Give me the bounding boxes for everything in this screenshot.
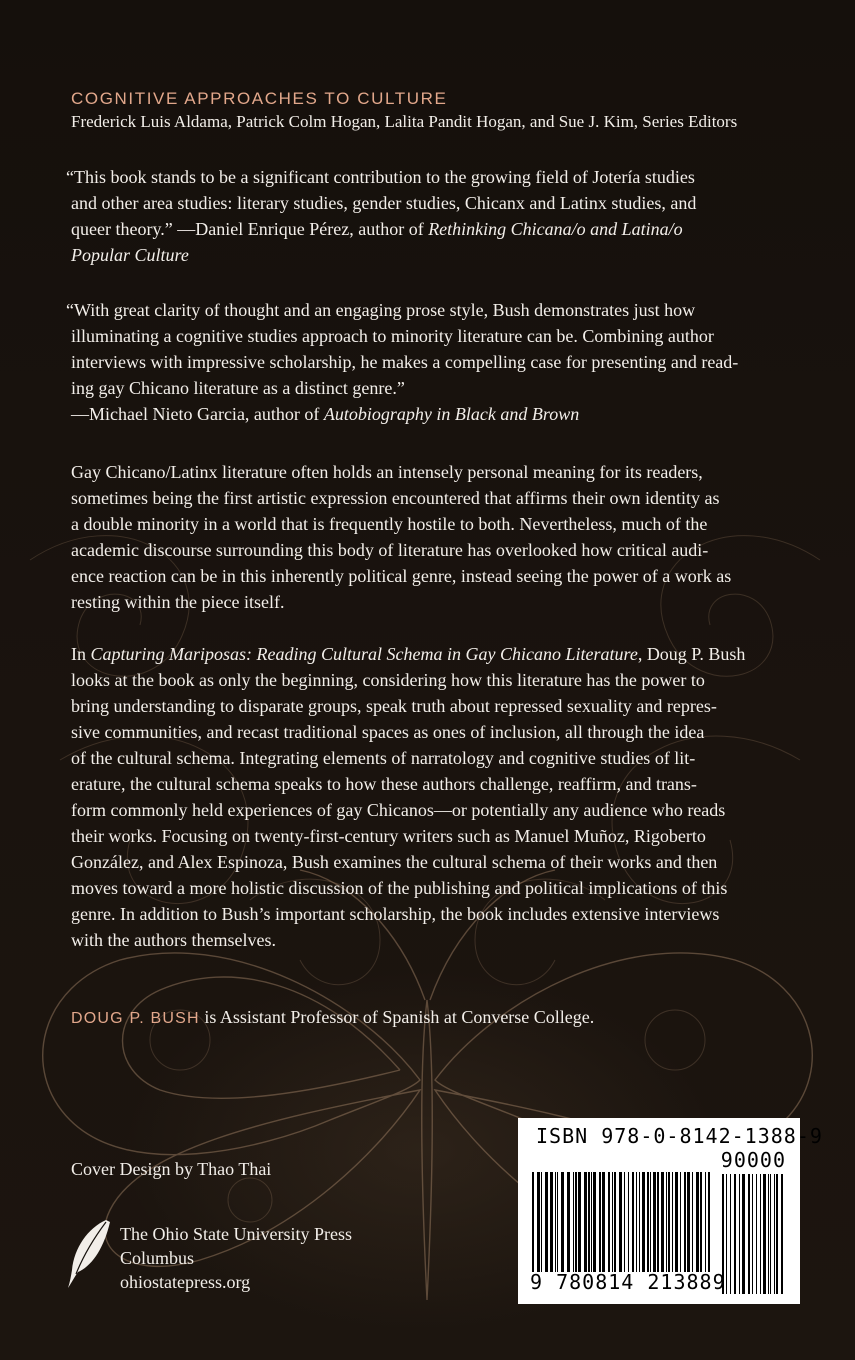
publisher-city: Columbus xyxy=(120,1248,195,1268)
text-line: looks at the book as only the beginning, considering how this literature has the power to xyxy=(71,670,705,690)
text-line: form commonly held experiences of gay Chicanos—or potentially any audience who reads xyxy=(71,800,726,820)
publisher-block xyxy=(120,1222,352,1294)
text-span: —Michael Nieto Garcia, author of xyxy=(71,404,324,424)
text-line: ence reaction can be in this inherently political genre, instead seeing the power of a work as xyxy=(71,566,732,586)
book-title: Rethinking Chicana/o and Latina/o xyxy=(428,219,683,239)
text-line: resting within the piece itself. xyxy=(71,592,285,612)
text-line: moves toward a more holistic discussion of the publishing and political implications of this xyxy=(71,878,728,898)
text-line: academic discourse surrounding this body of literature has overlooked how critical audi- xyxy=(71,540,709,560)
ean-barcode-bars xyxy=(532,1172,712,1272)
quill-feather-icon xyxy=(66,1218,116,1290)
text-line: erature, the cultural schema speaks to how these authors challenge, reaffirm, and trans- xyxy=(71,774,697,794)
text-line: “With great clarity of thought and an engaging prose style, Bush demonstrates just how xyxy=(66,300,696,320)
ean-number: 9 780814 213889 xyxy=(530,1270,726,1294)
publisher-website-link[interactable]: ohiostatepress.org xyxy=(120,1272,251,1292)
series-title: COGNITIVE APPROACHES TO CULTURE xyxy=(71,89,448,108)
cover-design-credit: Cover Design by Thao Thai xyxy=(71,1159,272,1179)
text-line: bring understanding to disparate groups, speak truth about repressed sexuality and repres- xyxy=(71,696,717,716)
text-line xyxy=(71,644,745,665)
text-span: queer theory.” —Daniel Enrique Pérez, author of xyxy=(71,219,429,239)
text-line: with the authors themselves. xyxy=(71,930,276,950)
text-line: of the cultural schema. Integrating elements of narratology and cognitive studies of lit- xyxy=(71,748,696,768)
text-line: Gay Chicano/Latinx literature often holds an intensely personal meaning for its readers, xyxy=(71,462,703,482)
text-line: a double minority in a world that is frequently hostile to both. Nevertheless, much of the xyxy=(71,514,708,534)
book-title: Autobiography in Black and Brown xyxy=(323,404,580,424)
barcode xyxy=(518,1118,823,1304)
text-line: sometimes being the first artistic expression encountered that affirms their own identity as xyxy=(71,488,720,508)
price-barcode-bars xyxy=(722,1174,786,1294)
text-line: sive communities, and recast traditional spaces as ones of inclusion, all through the idea xyxy=(71,722,705,742)
series-editors: Frederick Luis Aldama, Patrick Colm Hogan, Lalita Pandit Hogan, and Sue J. Kim, Series Editors xyxy=(71,112,738,131)
text-line xyxy=(71,219,683,240)
text-line: their works. Focusing on twenty-first-century writers such as Manuel Muñoz, Rigoberto xyxy=(71,826,706,846)
author-bio-text: is Assistant Professor of Spanish at Converse College. xyxy=(199,1007,595,1027)
text-line: illuminating a cognitive studies approach to minority literature can be. Combining author xyxy=(71,326,714,346)
text-span: , Doug P. Bush xyxy=(637,644,746,664)
author-bio xyxy=(71,1007,594,1028)
book-title: Capturing Mariposas: Reading Cultural Schema in Gay Chicano Literature xyxy=(90,644,638,664)
price-code: 90000 xyxy=(720,1148,786,1172)
text-line xyxy=(71,404,579,425)
text-span: In xyxy=(71,644,91,664)
text-line: ing gay Chicano literature as a distinct genre.” xyxy=(71,378,405,398)
text-line: interviews with impressive scholarship, he makes a compelling case for presenting and read- xyxy=(71,352,739,372)
isbn-number: ISBN 978-0-8142-1388-9 xyxy=(536,1124,823,1148)
text-line: and other area studies: literary studies, gender studies, Chicanx and Latinx studies, and xyxy=(71,193,697,213)
text-line: “This book stands to be a significant contribution to the growing field of Jotería studies xyxy=(66,167,695,187)
text-line: genre. In addition to Bush’s important scholarship, the book includes extensive interviews xyxy=(71,904,720,924)
text-line: González, and Alex Espinoza, Bush examines the cultural schema of their works and then xyxy=(71,852,718,872)
publisher-name: The Ohio State University Press xyxy=(120,1224,352,1244)
author-name: DOUG P. BUSH xyxy=(71,1010,200,1027)
book-title: Popular Culture xyxy=(71,245,189,265)
